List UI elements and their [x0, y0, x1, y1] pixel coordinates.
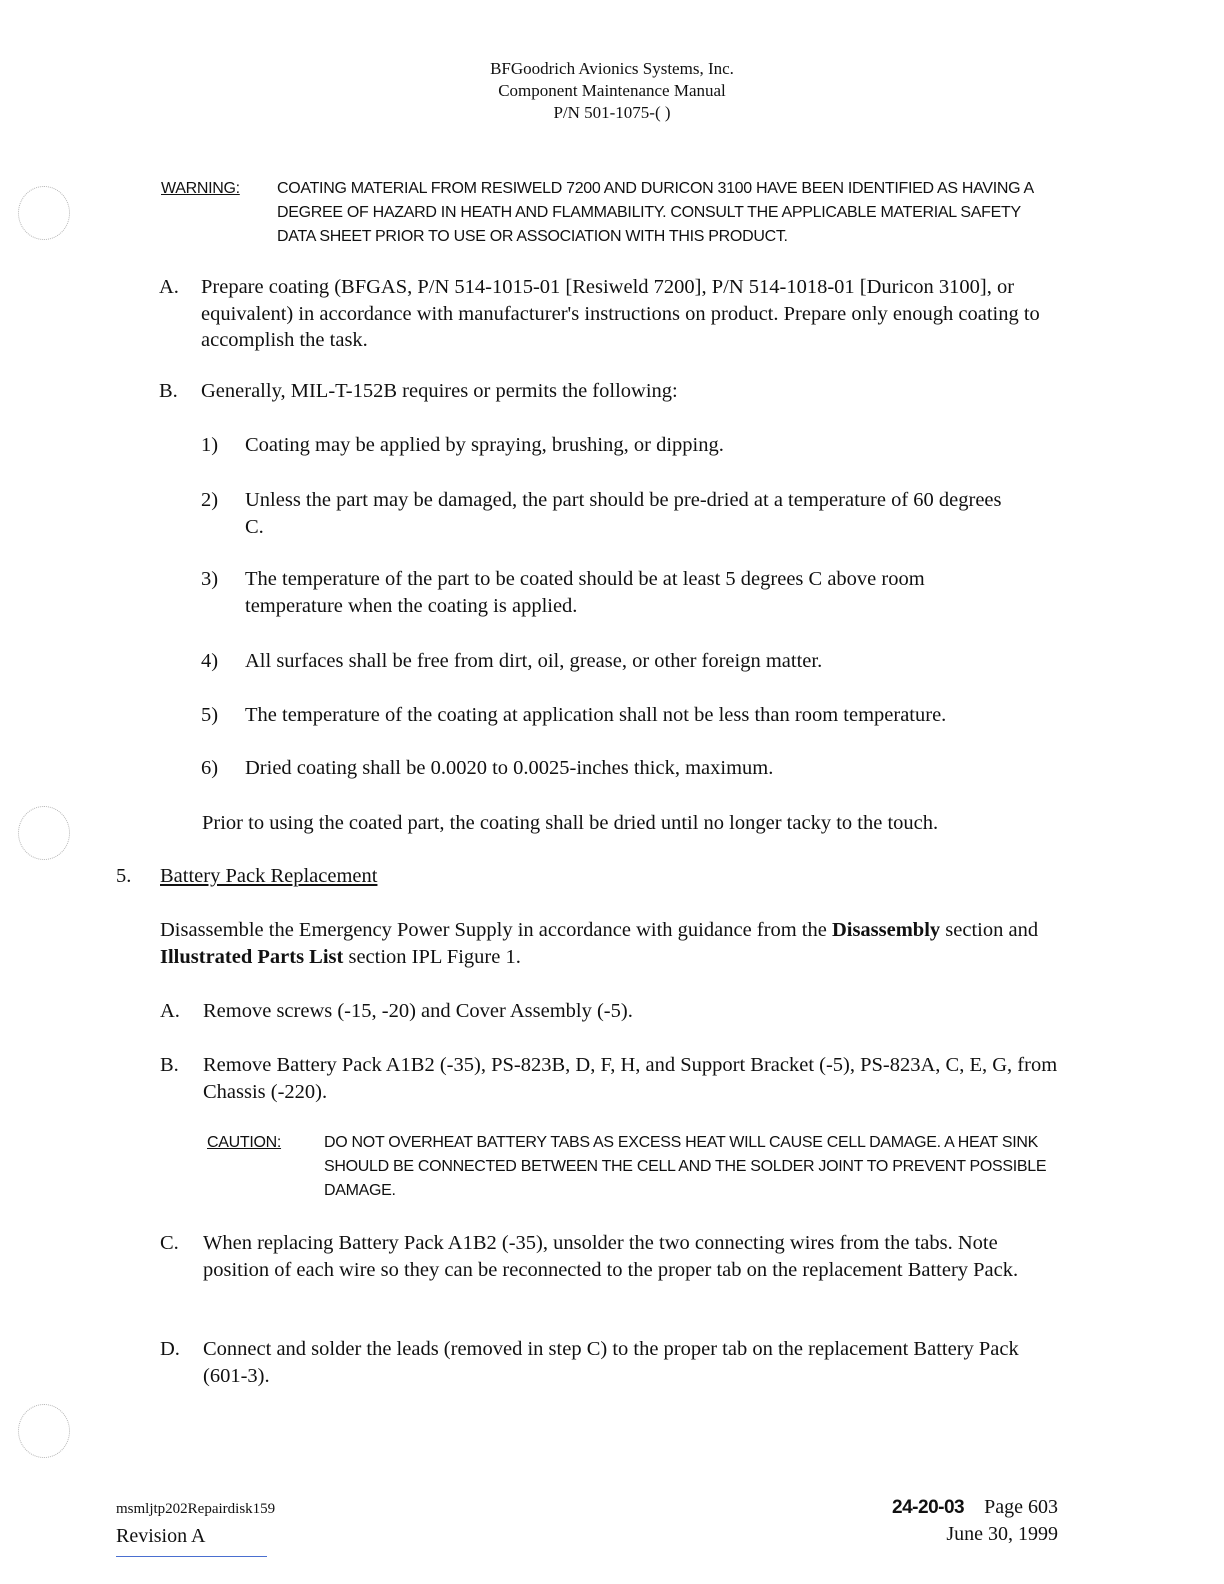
document-code: 24-20-03	[892, 1497, 965, 1518]
ipl-reference: Illustrated Parts List	[160, 945, 344, 968]
requirement-text: Unless the part may be damaged, the part should be pre-dried at a temperature of 60 degrees C.	[245, 489, 1002, 538]
step-marker: C.	[160, 1232, 179, 1254]
page-number: Page 603	[984, 1496, 1058, 1518]
requirement-marker: 4)	[201, 650, 219, 672]
footer-left	[116, 1496, 275, 1550]
warning-label: WARNING:	[161, 180, 240, 197]
step-text: Remove screws (-15, -20) and Cover Assembly (-5).	[203, 1000, 633, 1022]
intro-text: Disassemble the Emergency Power Supply in accordance with guidance from the	[160, 919, 832, 941]
section-number: 5.	[116, 865, 132, 887]
step-text: Prepare coating (BFGAS, P/N 514-1015-01 [Resiweld 7200], P/N 514-1018-01 [Duricon 3100], or equivalent) in accordance with manufacturer's instructions on product. Prepare only enough coating to accomplish the task.	[201, 276, 1040, 351]
punch-hole-mark-middle	[18, 806, 70, 860]
requirement-text: All surfaces shall be free from dirt, oil, grease, or other foreign matter.	[245, 650, 823, 672]
manual-title: Component Maintenance Manual	[498, 81, 726, 100]
manual-part-number: P/N 501-1075-( )	[553, 103, 671, 122]
warning-text: COATING MATERIAL FROM RESIWELD 7200 AND DURICON 3100 HAVE BEEN IDENTIFIED AS HAVING A DEGREE OF HAZARD IN HEATH AND FLAMMABILITY. CONSULT THE APPLICABLE MATERIAL SAFETY DATA SHEET PRIOR TO USE OR ASSOCIATION WITH THIS PRODUCT.	[277, 180, 1034, 245]
step-marker: B.	[159, 380, 178, 402]
requirement-text: Dried coating shall be 0.0020 to 0.0025-inches thick, maximum.	[245, 757, 774, 779]
requirement-marker: 6)	[201, 757, 219, 779]
company-name: BFGoodrich Avionics Systems, Inc.	[490, 59, 734, 78]
requirement-text: The temperature of the coating at application shall not be less than room temperature.	[245, 704, 947, 726]
punch-hole-mark-bottom	[18, 1404, 70, 1458]
footer-right	[892, 1494, 1058, 1548]
intro-text: section and	[940, 919, 1039, 941]
revision: Revision A	[116, 1525, 206, 1547]
caution-label: CAUTION:	[207, 1134, 282, 1151]
step-text: Remove Battery Pack A1B2 (-35), PS-823B, D, F, H, and Support Bracket (-5), PS-823A, C, E, G, from Chassis (-220).	[203, 1054, 1058, 1103]
step-text: Connect and solder the leads (removed in step C) to the proper tab on the replacement Battery Pack (601-3).	[203, 1338, 1019, 1387]
source-file-name: msmljtp202Repairdisk159	[116, 1501, 276, 1517]
step-text: When replacing Battery Pack A1B2 (-35), unsolder the two connecting wires from the tabs. Note position of each wire so they can be reconnected to the proper tab on the replacement Battery Pack.	[203, 1232, 1019, 1281]
requirement-marker: 1)	[201, 434, 219, 456]
page-header	[0, 58, 1224, 124]
step-text: Generally, MIL-T-152B requires or permits the following:	[201, 380, 678, 402]
requirement-text: The temperature of the part to be coated should be at least 5 degrees C above room temperature when the coating is applied.	[245, 568, 925, 617]
requirement-marker: 3)	[201, 568, 219, 590]
step-marker: A.	[159, 276, 179, 298]
disassembly-reference: Disassembly	[831, 919, 941, 941]
revision-date: June 30, 1999	[946, 1523, 1058, 1545]
step-marker: A.	[160, 1000, 180, 1022]
requirement-marker: 2)	[201, 489, 219, 511]
punch-hole-mark-top	[18, 186, 70, 240]
requirement-marker: 5)	[201, 704, 219, 726]
intro-text: section IPL Figure 1.	[343, 945, 521, 968]
section-title: Battery Pack Replacement	[160, 865, 378, 887]
caution-text: DO NOT OVERHEAT BATTERY TABS AS EXCESS HEAT WILL CAUSE CELL DAMAGE. A HEAT SINK SHOULD BE CONNECTED BETWEEN THE CELL AND THE SOLDER JOINT TO PREVENT POSSIBLE DAMAGE.	[324, 1134, 1047, 1199]
requirement-text: Coating may be applied by spraying, brushing, or dipping.	[245, 434, 724, 456]
step-marker: D.	[160, 1338, 180, 1360]
coating-drying-note: Prior to using the coated part, the coating shall be dried until no longer tacky to the touch.	[202, 812, 939, 834]
footer-rule	[116, 1556, 267, 1557]
section-intro	[160, 917, 1040, 970]
step-marker: B.	[160, 1054, 179, 1076]
